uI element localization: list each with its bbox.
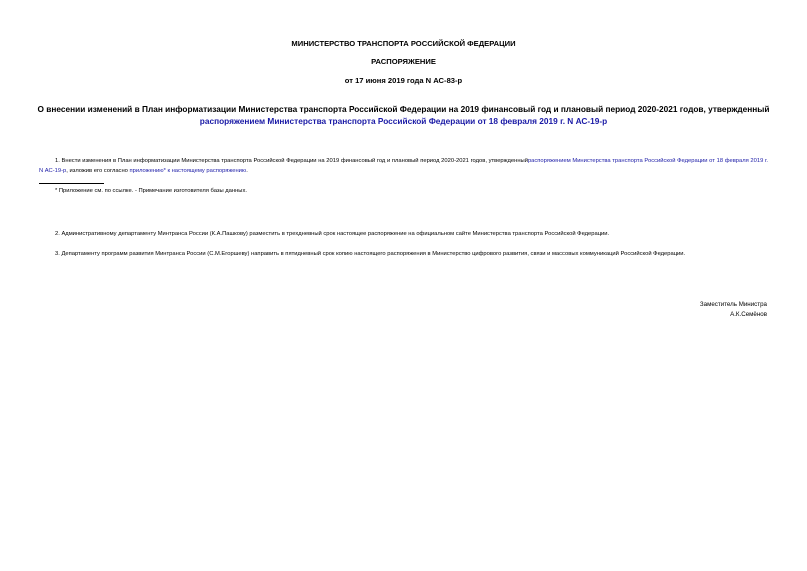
document-type: РАСПОРЯЖЕНИЕ (371, 57, 436, 66)
subject-reference-link[interactable]: распоряжением Министерства транспорта Российской Федерации от 18 февраля 2019 г. N АС-19-р (199, 116, 608, 126)
subject-text: О внесении изменений в План информатизации Министерства транспорта Российской Федерации на 2019 финансовый год и плановый период 2020-2021 годов, утвержденный (37, 104, 770, 114)
footnote-divider (39, 183, 104, 184)
paragraph-1-text-middle: , изложив его согласно (66, 168, 130, 174)
signer-name: А.К.Семёнов (730, 311, 767, 318)
paragraph-1-text-end: . (246, 168, 248, 174)
document-date: от 17 июня 2019 года N АС-83-р (344, 76, 463, 85)
paragraph-2: 2. Административному департаменту Минтранса России (К.А.Пашкову) разместить в трехдневный срок настоящее распоряжение на официальном сайте Министерства транспорта Российской Федерации. (55, 231, 610, 237)
order-reference-link[interactable]: распоряжением Министерства транспорта Российской Федерации от 18 февраля 2019 г. N АС-19-р (39, 158, 769, 174)
appendix-link[interactable]: приложению* к настоящему распоряжению (129, 168, 247, 174)
paragraph-1 (39, 156, 768, 176)
footnote: * Приложение см. по ссылке. - Примечание изготовителя базы данных. (55, 188, 247, 194)
paragraph-3: 3. Департаменту программ развития Минтранса России (С.М.Егоршеву) направить в пятидневный срок копию настоящего распоряжения в Министерство цифрового развития, связи и массовых коммуникаций Российской Федерации. (55, 251, 686, 257)
signer-position: Заместитель Министра (699, 301, 767, 308)
paragraph-1-text: 1. Внести изменения в План информатизации Министерства транспорта Российской Федерации на 2019 финансовый год и плановый период 2020-2021 годов, утвержденный (55, 158, 528, 164)
document-subject (28, 103, 779, 127)
ministry-title: МИНИСТЕРСТВО ТРАНСПОРТА РОССИЙСКОЙ ФЕДЕРАЦИИ (291, 39, 516, 48)
